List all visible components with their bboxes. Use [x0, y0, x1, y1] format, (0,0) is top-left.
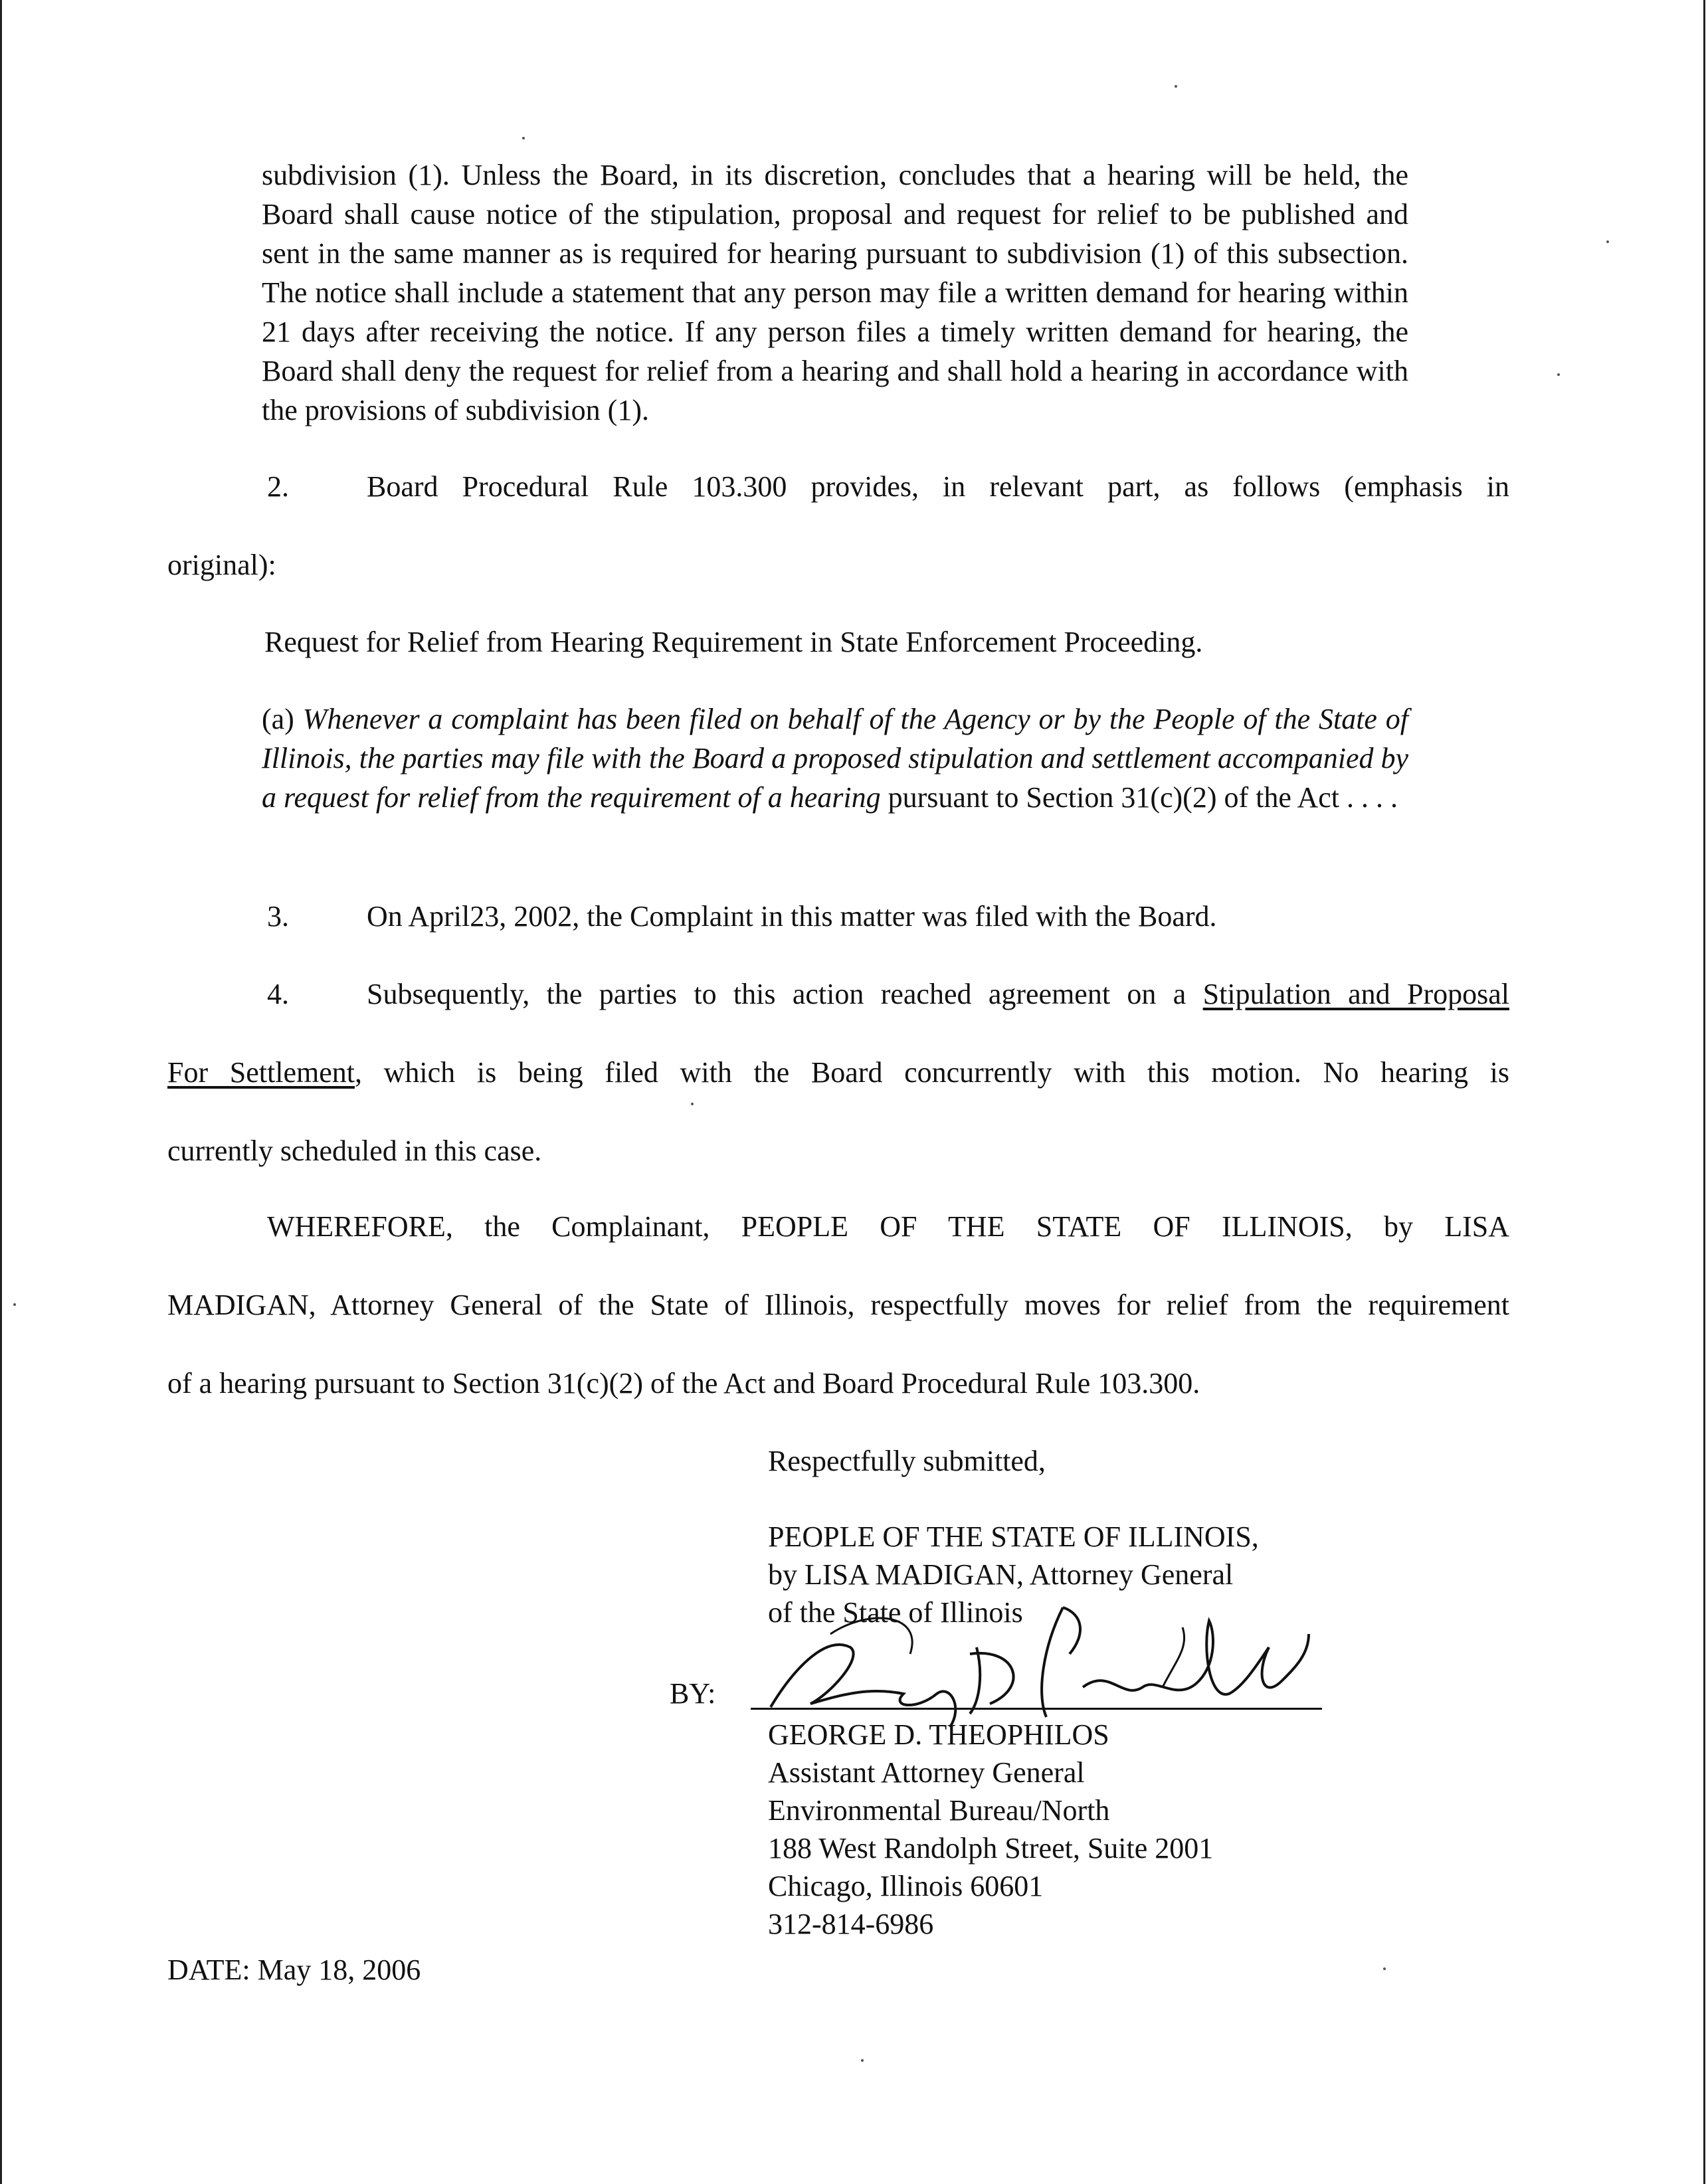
scan-edge-left	[0, 0, 2, 2184]
scan-speck	[1557, 373, 1560, 376]
signer-block	[768, 1716, 1213, 1943]
paragraph-2	[167, 467, 1509, 624]
stipulation-title-part-2: For Settlement	[167, 1056, 355, 1089]
signature-line	[751, 1708, 1322, 1710]
scan-speck	[861, 2059, 864, 2062]
paragraph-3-number: 3.	[267, 900, 289, 933]
wherefore-line-3: of a hearing pursuant to Section 31(c)(2) of the Act and Board Procedural Rule 103.300.	[167, 1367, 1200, 1400]
statute-quote-block	[262, 155, 1408, 430]
scan-speck	[1175, 85, 1177, 88]
scan-speck	[1383, 1967, 1386, 1970]
wherefore-clause	[167, 1207, 1509, 1442]
rule-quote-block	[262, 699, 1408, 817]
party-line-1: PEOPLE OF THE STATE OF ILLINOIS,	[768, 1520, 1259, 1553]
party-line-3: of the State of Illinois	[768, 1596, 1023, 1629]
date-line: DATE: May 18, 2006	[167, 1954, 421, 1986]
scan-speck	[522, 137, 525, 139]
signer-city: Chicago, Illinois 60601	[768, 1870, 1044, 1902]
rule-tail-text: pursuant to Section 31(c)(2) of the Act . . . .	[888, 781, 1398, 814]
scan-speck	[1606, 240, 1609, 243]
wherefore-line-2: MADIGAN, Attorney General of the State of Illinois, respectfully moves for relief from the requirement	[167, 1289, 1509, 1321]
scan-speck	[13, 1303, 16, 1306]
rule-subsection-label: (a)	[262, 703, 294, 735]
paragraph-2-line-2: original):	[167, 549, 276, 581]
paragraph-2-line-1: Board Procedural Rule 103.300 provides, in relevant part, as follows (emphasis in	[367, 470, 1509, 503]
wherefore-line-1: WHEREFORE, the Complainant, PEOPLE OF THE STATE OF ILLINOIS, by LISA	[267, 1210, 1509, 1243]
rule-italic-text: Whenever a complaint has been filed on behalf of the Agency or by the People of the State of Illinois, the parties may file with the Board a proposed stipulation and settlement accompanied by a request for relief from the requirement of a hearing	[262, 703, 1409, 814]
closing-salutation: Respectfully submitted,	[768, 1445, 1046, 1477]
signer-title: Assistant Attorney General	[768, 1756, 1085, 1789]
paragraph-4-line-1: Subsequently, the parties to this action reached agreement on a	[367, 978, 1186, 1010]
statute-quote-text: subdivision (1). Unless the Board, in its discretion, concludes that a hearing will be held, the Board shall cause notice of the stipulation, proposal and request for relief to be published and sent in the same manner as is required for hearing pursuant to subdivision (1) of this subsection. The notice shall include a statement that any person may file a written demand for hearing within 21 days after receiving the notice. If any person files a timely written demand for hearing, the Board shall deny the request for relief from a hearing and shall hold a hearing in accordance with the provisions of subdivision (1).	[262, 159, 1408, 426]
paragraph-3	[267, 897, 1217, 936]
paragraph-2-number: 2.	[267, 470, 289, 503]
signer-bureau: Environmental Bureau/North	[768, 1794, 1110, 1827]
signer-name: GEORGE D. THEOPHILOS	[768, 1718, 1109, 1751]
scan-edge-right	[1703, 0, 1705, 2184]
paragraph-3-text: On April23, 2002, the Complaint in this matter was filed with the Board.	[367, 900, 1217, 933]
paragraph-4-number: 4.	[267, 978, 289, 1010]
stipulation-title-part-1: Stipulation and Proposal	[1202, 978, 1509, 1010]
signer-address: 188 West Randolph Street, Suite 2001	[768, 1832, 1214, 1865]
by-label: BY:	[670, 1677, 716, 1710]
rule-title: Request for Relief from Hearing Requirement in State Enforcement Proceeding.	[264, 626, 1203, 658]
party-line-2: by LISA MADIGAN, Attorney General	[768, 1558, 1234, 1591]
paragraph-4-line-2: , which is being filed with the Board concurrently with this motion. No hearing is	[354, 1056, 1510, 1089]
paragraph-4	[167, 974, 1509, 1210]
signer-phone: 312-814-6986	[768, 1908, 934, 1940]
paragraph-4-line-3: currently scheduled in this case.	[167, 1135, 542, 1167]
